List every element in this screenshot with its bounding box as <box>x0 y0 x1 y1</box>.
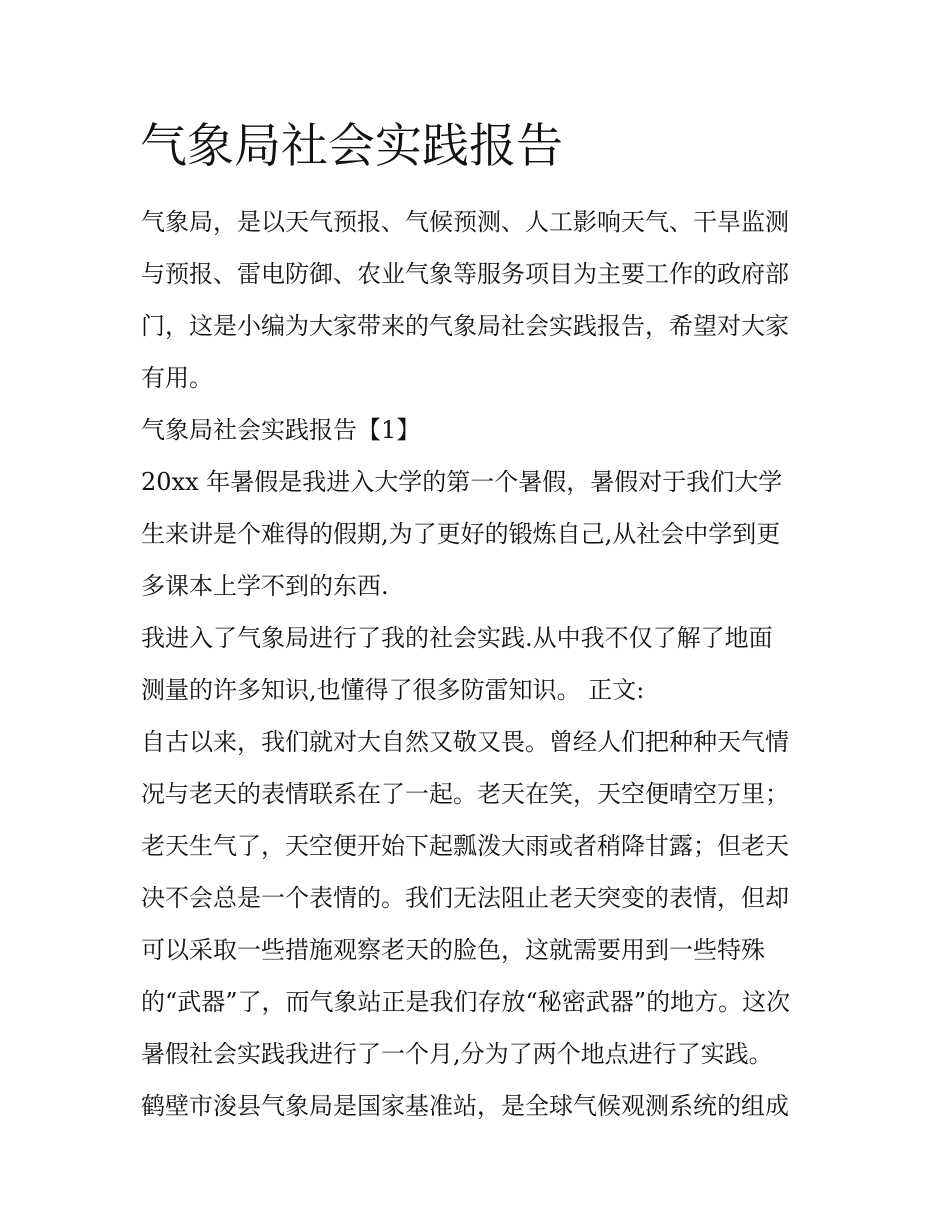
paragraph-line: 况与老天的表情联系在了一起。老天在笑，天空便晴空万里； <box>141 780 789 808</box>
paragraph-line: 有用。 <box>141 364 213 392</box>
paragraph-line: 门，这是小编为大家带来的气象局社会实践报告，希望对大家 <box>141 312 789 340</box>
paragraph-line: 生来讲是个难得的假期,为了更好的锻炼自己,从社会中学到更 <box>141 520 781 548</box>
paragraph-line: 自古以来，我们就对大自然又敬又畏。曾经人们把种种天气情 <box>141 728 789 756</box>
paragraph-line: 气象局，是以天气预报、气候预测、人工影响天气、干旱监测 <box>141 208 789 236</box>
paragraph-line: 可以采取一些措施观察老天的脸色，这就需要用到一些特殊 <box>141 936 765 964</box>
paragraph-line: 与预报、雷电防御、农业气象等服务项目为主要工作的政府部 <box>141 260 789 288</box>
paragraph-line: 的“武器”了，而气象站正是我们存放“秘密武器”的地方。这次 <box>141 988 791 1016</box>
section-heading: 气象局社会实践报告【1】 <box>141 416 421 444</box>
document-title: 气象局社会实践报告 <box>140 119 563 174</box>
paragraph-line: 鹤壁市浚县气象局是国家基准站，是全球气候观测系统的组成 <box>141 1092 789 1120</box>
document-body <box>141 196 821 1132</box>
paragraph-line: 多课本上学不到的东西. <box>141 572 389 600</box>
paragraph-line: 我进入了气象局进行了我的社会实践.从中我不仅了解了地面 <box>141 624 773 652</box>
paragraph-line: 20xx 年暑假是我进入大学的第一个暑假，暑假对于我们大学 <box>141 468 783 496</box>
paragraph-line: 暑假社会实践我进行了一个月,分为了两个地点进行了实践。 <box>141 1040 773 1068</box>
paragraph-line: 测量的许多知识,也懂得了很多防雷知识。 正文: <box>141 676 645 704</box>
paragraph-line: 老天生气了，天空便开始下起瓢泼大雨或者稍降甘露；但老天 <box>141 832 789 860</box>
paragraph-line: 决不会总是一个表情的。我们无法阻止老天突变的表情，但却 <box>141 884 789 912</box>
